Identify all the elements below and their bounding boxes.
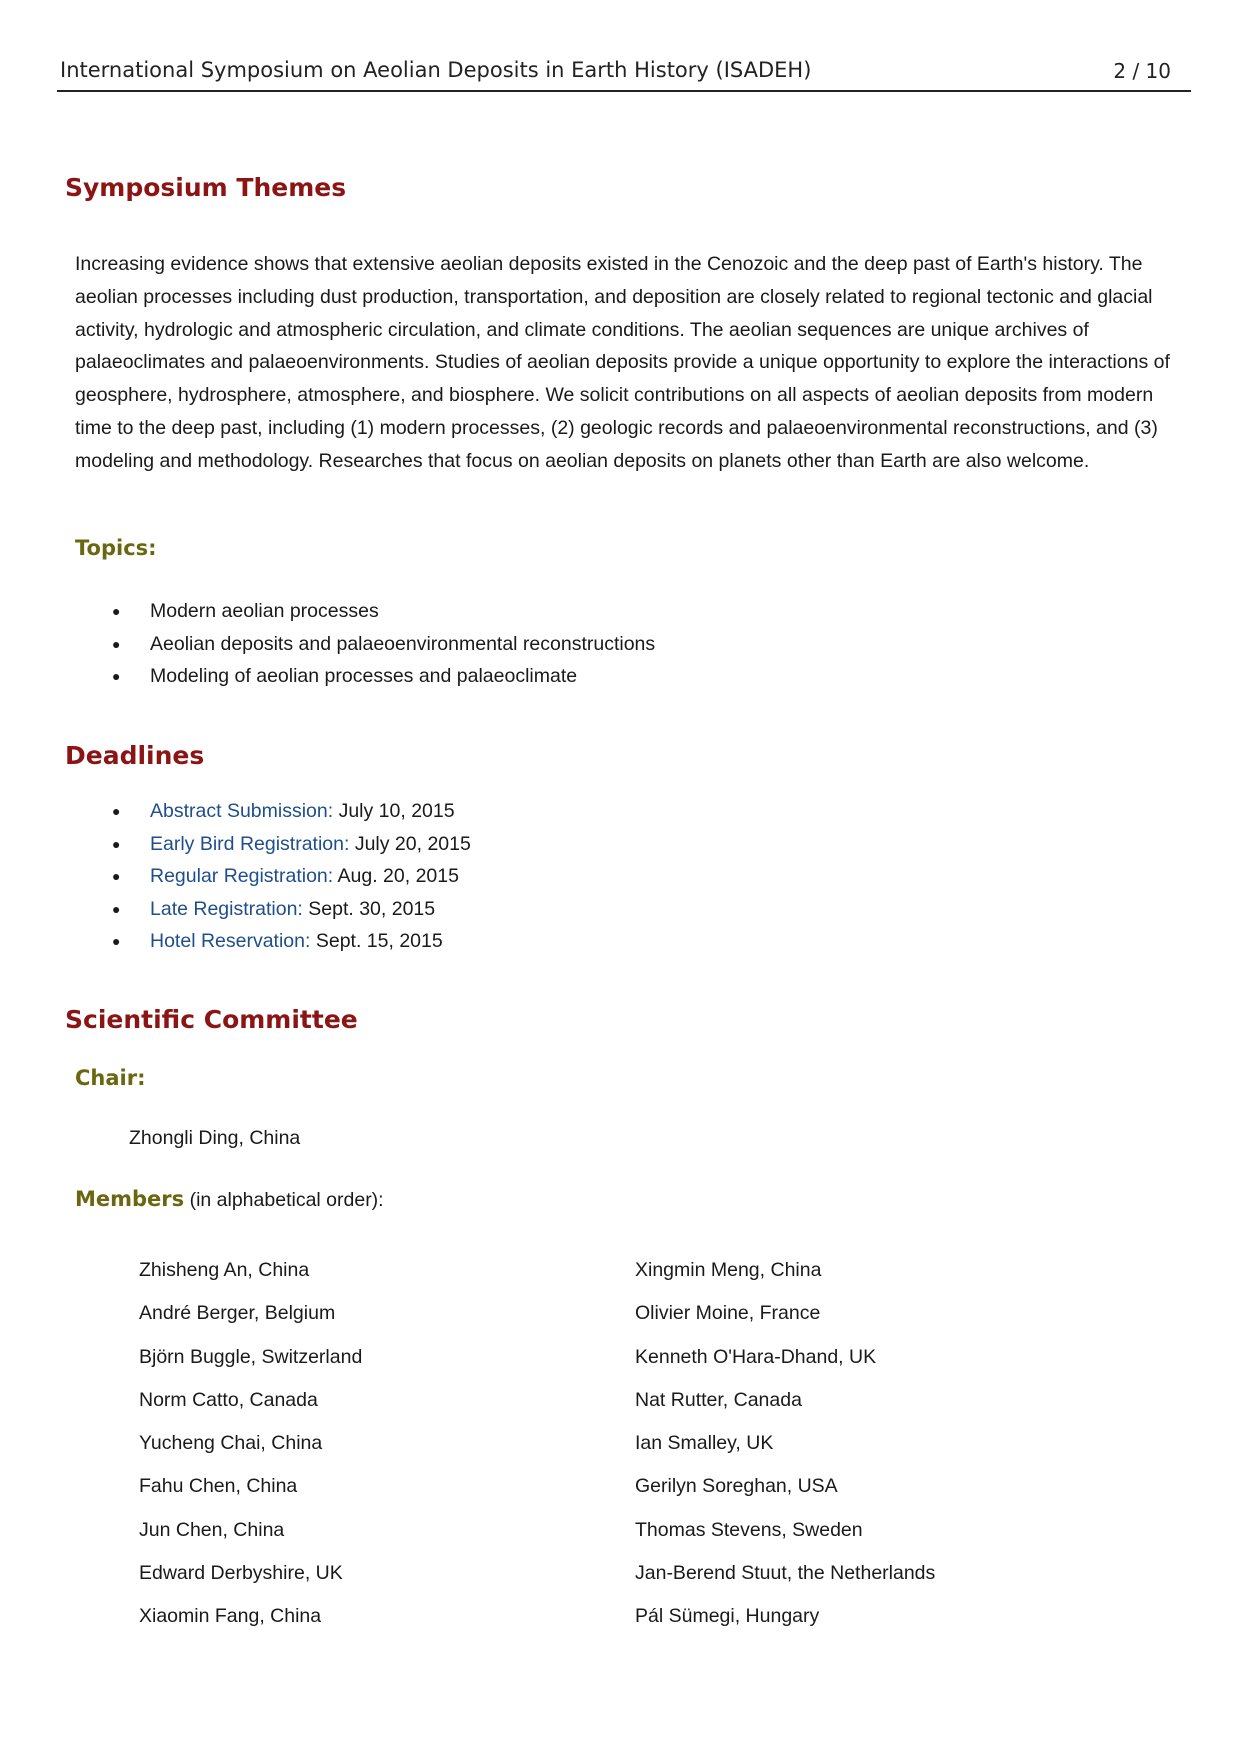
member-item: Nat Rutter, Canada bbox=[635, 1388, 802, 1411]
topic-text: Aeolian deposits and palaeoenvironmental reconstructions bbox=[150, 632, 656, 655]
scientific-committee-heading: Scientific Committee bbox=[65, 1005, 358, 1034]
page-number: 2 / 10 bbox=[1113, 59, 1171, 83]
bullet-icon: ● bbox=[112, 668, 121, 685]
symposium-themes-heading: Symposium Themes bbox=[65, 173, 347, 202]
deadlines-list bbox=[110, 795, 471, 958]
list-item bbox=[110, 660, 655, 693]
deadline-label: Hotel Reservation: bbox=[150, 930, 311, 953]
deadline-item bbox=[110, 828, 471, 861]
member-item: Thomas Stevens, Sweden bbox=[635, 1518, 863, 1541]
member-item: Fahu Chen, China bbox=[139, 1475, 298, 1498]
bullet-icon: ● bbox=[112, 603, 121, 619]
member-item: Xiaomin Fang, China bbox=[139, 1605, 322, 1628]
members-note: (in alphabetical order): bbox=[184, 1189, 384, 1211]
member-item: Pál Sümegi, Hungary bbox=[635, 1605, 820, 1628]
deadline-label: Regular Registration: bbox=[150, 865, 334, 888]
topics-list bbox=[110, 595, 655, 693]
members-list-left bbox=[139, 1258, 362, 1648]
members-list-right bbox=[635, 1258, 935, 1648]
member-item: Kenneth O'Hara-Dhand, UK bbox=[635, 1345, 877, 1368]
deadline-date: Sept. 30, 2015 bbox=[302, 897, 436, 920]
list-item bbox=[110, 628, 655, 661]
member-item: Ian Smalley, UK bbox=[635, 1432, 774, 1455]
member-item: Jan-Berend Stuut, the Netherlands bbox=[635, 1562, 936, 1585]
document-title: International Symposium on Aeolian Deposits in Earth History (ISADEH) bbox=[60, 58, 812, 82]
bullet-icon: ● bbox=[112, 868, 121, 885]
deadlines-heading: Deadlines bbox=[65, 741, 205, 770]
deadline-date: Aug. 20, 2015 bbox=[333, 865, 459, 888]
member-item: Edward Derbyshire, UK bbox=[139, 1562, 343, 1585]
member-item: Zhisheng An, China bbox=[139, 1259, 310, 1281]
deadline-item bbox=[110, 893, 471, 926]
bullet-icon: ● bbox=[112, 635, 121, 652]
bullet-icon: ● bbox=[112, 803, 121, 819]
member-item: Yucheng Chai, China bbox=[139, 1432, 323, 1455]
topics-heading: Topics: bbox=[75, 536, 157, 560]
deadline-date: Sept. 15, 2015 bbox=[310, 930, 443, 953]
member-item: Xingmin Meng, China bbox=[635, 1259, 822, 1281]
deadline-date: July 20, 2015 bbox=[349, 832, 471, 855]
member-item: Gerilyn Soreghan, USA bbox=[635, 1475, 838, 1498]
deadline-label: Abstract Submission: bbox=[150, 800, 334, 822]
bullet-icon: ● bbox=[112, 900, 121, 917]
deadline-item bbox=[110, 860, 471, 893]
themes-paragraph: Increasing evidence shows that extensive aeolian deposits existed in the Cenozoic and the deep past of Earth's history. The aeolian processes including dust production, transportation, and deposition are closely related to regional tectonic and glacial activity, hydrologic and atmospheric circulation, and climate conditions. The aeolian sequences are unique archives of palaeoclimates and palaeoenvironments. Studies of aeolian deposits provide a unique opportunity to explore the interactions of geosphere, hydrosphere, atmosphere, and biosphere. We solicit contributions on all aspects of aeolian deposits from modern time to the deep past, including (1) modern processes, (2) geologic records and palaeoenvironmental reconstructions, and (3) modeling and methodology. Researches that focus on aeolian deposits on planets other than Earth are also welcome. bbox=[75, 253, 1170, 472]
member-item: Norm Catto, Canada bbox=[139, 1388, 318, 1411]
bullet-icon: ● bbox=[112, 933, 121, 950]
running-header bbox=[57, 56, 1191, 92]
member-item: Olivier Moine, France bbox=[635, 1302, 821, 1325]
deadline-item bbox=[110, 925, 471, 958]
list-item bbox=[110, 595, 655, 628]
deadline-label: Early Bird Registration: bbox=[150, 832, 350, 855]
member-item: Björn Buggle, Switzerland bbox=[139, 1345, 363, 1368]
deadline-date: July 10, 2015 bbox=[333, 800, 455, 822]
chair-name: Zhongli Ding, China bbox=[129, 1127, 301, 1149]
topic-text: Modeling of aeolian processes and palaeoclimate bbox=[150, 665, 578, 688]
members-label: Members bbox=[75, 1187, 185, 1211]
deadline-label: Late Registration: bbox=[150, 897, 303, 920]
chair-heading: Chair: bbox=[75, 1066, 146, 1090]
member-item: André Berger, Belgium bbox=[139, 1302, 336, 1325]
bullet-icon: ● bbox=[112, 835, 121, 852]
deadline-item bbox=[110, 795, 471, 828]
topic-text: Modern aeolian processes bbox=[150, 600, 379, 622]
member-item: Jun Chen, China bbox=[139, 1518, 285, 1541]
members-heading bbox=[75, 1187, 384, 1212]
